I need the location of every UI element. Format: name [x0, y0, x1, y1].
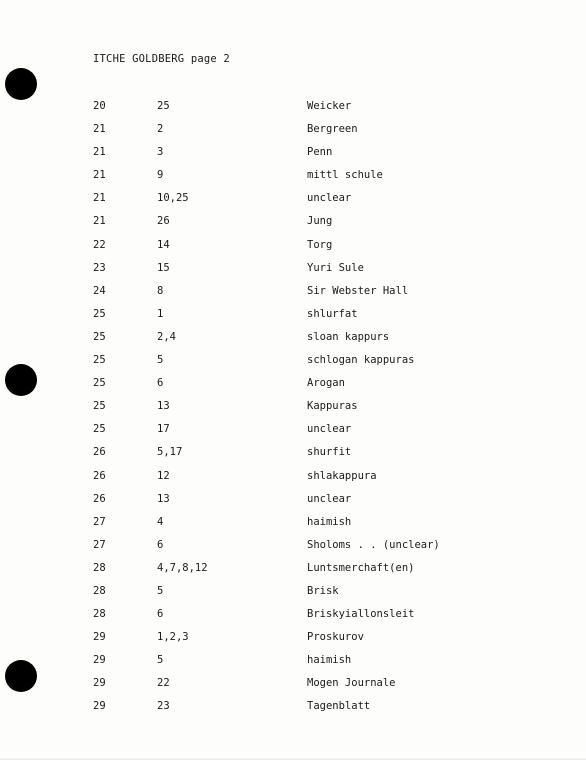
page-number: 24: [93, 284, 106, 297]
page-number: 23: [93, 261, 106, 274]
term-text: Bergreen: [307, 123, 358, 136]
page-number: 27: [93, 538, 106, 551]
page-number: 25: [93, 377, 106, 390]
term-text: Briskyiallonsleit: [307, 608, 415, 621]
list-item: [0, 353, 586, 376]
list-item: [0, 122, 586, 145]
punch-hole: [5, 68, 37, 100]
term-text: Mogen Journale: [307, 677, 396, 690]
page-number: 27: [93, 515, 106, 528]
term-text: Tagenblatt: [307, 700, 371, 713]
line-numbers: 25: [157, 100, 170, 112]
page-number: 21: [93, 192, 106, 205]
list-item: [0, 330, 586, 353]
line-numbers: 5: [157, 354, 164, 367]
list-item: [0, 261, 586, 284]
list-item: [0, 307, 586, 330]
list-item: [0, 630, 586, 653]
line-numbers: 4,7,8,12: [157, 561, 208, 574]
term-text: Kappuras: [307, 400, 358, 413]
list-item: [0, 191, 586, 214]
line-numbers: 10,25: [157, 192, 189, 205]
list-item: [0, 376, 586, 399]
page-number: 29: [93, 631, 106, 644]
page-number: 26: [93, 469, 106, 482]
term-text: mittl schule: [307, 169, 383, 182]
line-numbers: 1,2,3: [157, 631, 189, 644]
page-number: 25: [93, 330, 106, 343]
list-item: [0, 469, 586, 492]
list-item: [0, 99, 586, 122]
page-number: 29: [93, 677, 106, 690]
line-numbers: 8: [157, 284, 164, 297]
list-item: [0, 653, 586, 676]
term-text: unclear: [307, 492, 352, 505]
list-item: [0, 699, 586, 722]
line-numbers: 23: [157, 700, 170, 713]
line-numbers: 9: [157, 169, 164, 182]
page-number: 21: [93, 169, 106, 182]
line-numbers: 2,4: [157, 330, 176, 343]
page-number: 25: [93, 354, 106, 367]
term-text: shlurfat: [307, 307, 358, 320]
line-numbers: 13: [157, 400, 170, 413]
line-numbers: 17: [157, 423, 170, 436]
term-text: schlogan kappuras: [307, 354, 415, 367]
term-text: unclear: [307, 423, 352, 436]
list-item: [0, 515, 586, 538]
list-item: [0, 561, 586, 584]
page-number: 26: [93, 446, 106, 459]
term-text: sloan kappurs: [307, 330, 390, 343]
line-numbers: 1: [157, 307, 164, 320]
term-text: Brisk: [307, 584, 339, 597]
term-text: Torg: [307, 238, 333, 251]
page-number: 29: [93, 700, 106, 713]
line-numbers: 5,17: [157, 446, 183, 459]
list-item: [0, 145, 586, 168]
page-number: 29: [93, 654, 106, 667]
line-numbers: 6: [157, 608, 164, 621]
page-number: 28: [93, 584, 106, 597]
list-item: [0, 584, 586, 607]
page-number: 20: [93, 100, 106, 112]
line-numbers: 3: [157, 146, 164, 159]
line-numbers: 13: [157, 492, 170, 505]
page-number: 25: [93, 423, 106, 436]
page-number: 28: [93, 561, 106, 574]
line-numbers: 22: [157, 677, 170, 690]
term-text: Yuri Sule: [307, 261, 364, 274]
line-numbers: 12: [157, 469, 170, 482]
page-title: ITCHE GOLDBERG page 2: [93, 53, 230, 65]
line-numbers: 4: [157, 515, 164, 528]
page-number: 21: [93, 146, 106, 159]
list-item: [0, 168, 586, 191]
list-item: [0, 284, 586, 307]
term-text: Luntsmerchaft(en): [307, 561, 415, 574]
line-numbers: 5: [157, 654, 164, 667]
line-numbers: 6: [157, 538, 164, 551]
list-item: [0, 422, 586, 445]
page-number: 21: [93, 215, 106, 228]
glossary-list: [0, 99, 586, 723]
page-number: 25: [93, 400, 106, 413]
term-text: Sir Webster Hall: [307, 284, 409, 297]
term-text: shlakappura: [307, 469, 377, 482]
term-text: shurfit: [307, 446, 352, 459]
term-text: haimish: [307, 654, 352, 667]
term-text: Weicker: [307, 100, 352, 112]
term-text: Jung: [307, 215, 333, 228]
line-numbers: 15: [157, 261, 170, 274]
page-number: 25: [93, 307, 106, 320]
list-item: [0, 399, 586, 422]
list-item: [0, 607, 586, 630]
term-text: Proskurov: [307, 631, 364, 644]
list-item: [0, 676, 586, 699]
list-item: [0, 214, 586, 237]
term-text: Sholoms . . (unclear): [307, 538, 440, 551]
line-numbers: 5: [157, 584, 164, 597]
term-text: Arogan: [307, 377, 345, 390]
line-numbers: 2: [157, 123, 164, 136]
term-text: Penn: [307, 146, 333, 159]
line-numbers: 14: [157, 238, 170, 251]
term-text: haimish: [307, 515, 352, 528]
list-item: [0, 445, 586, 468]
list-item: [0, 238, 586, 261]
list-item: [0, 492, 586, 515]
list-item: [0, 538, 586, 561]
page-number: 26: [93, 492, 106, 505]
line-numbers: 6: [157, 377, 164, 390]
line-numbers: 26: [157, 215, 170, 228]
page-number: 22: [93, 238, 106, 251]
term-text: unclear: [307, 192, 352, 205]
page-number: 21: [93, 123, 106, 136]
page-number: 28: [93, 608, 106, 621]
